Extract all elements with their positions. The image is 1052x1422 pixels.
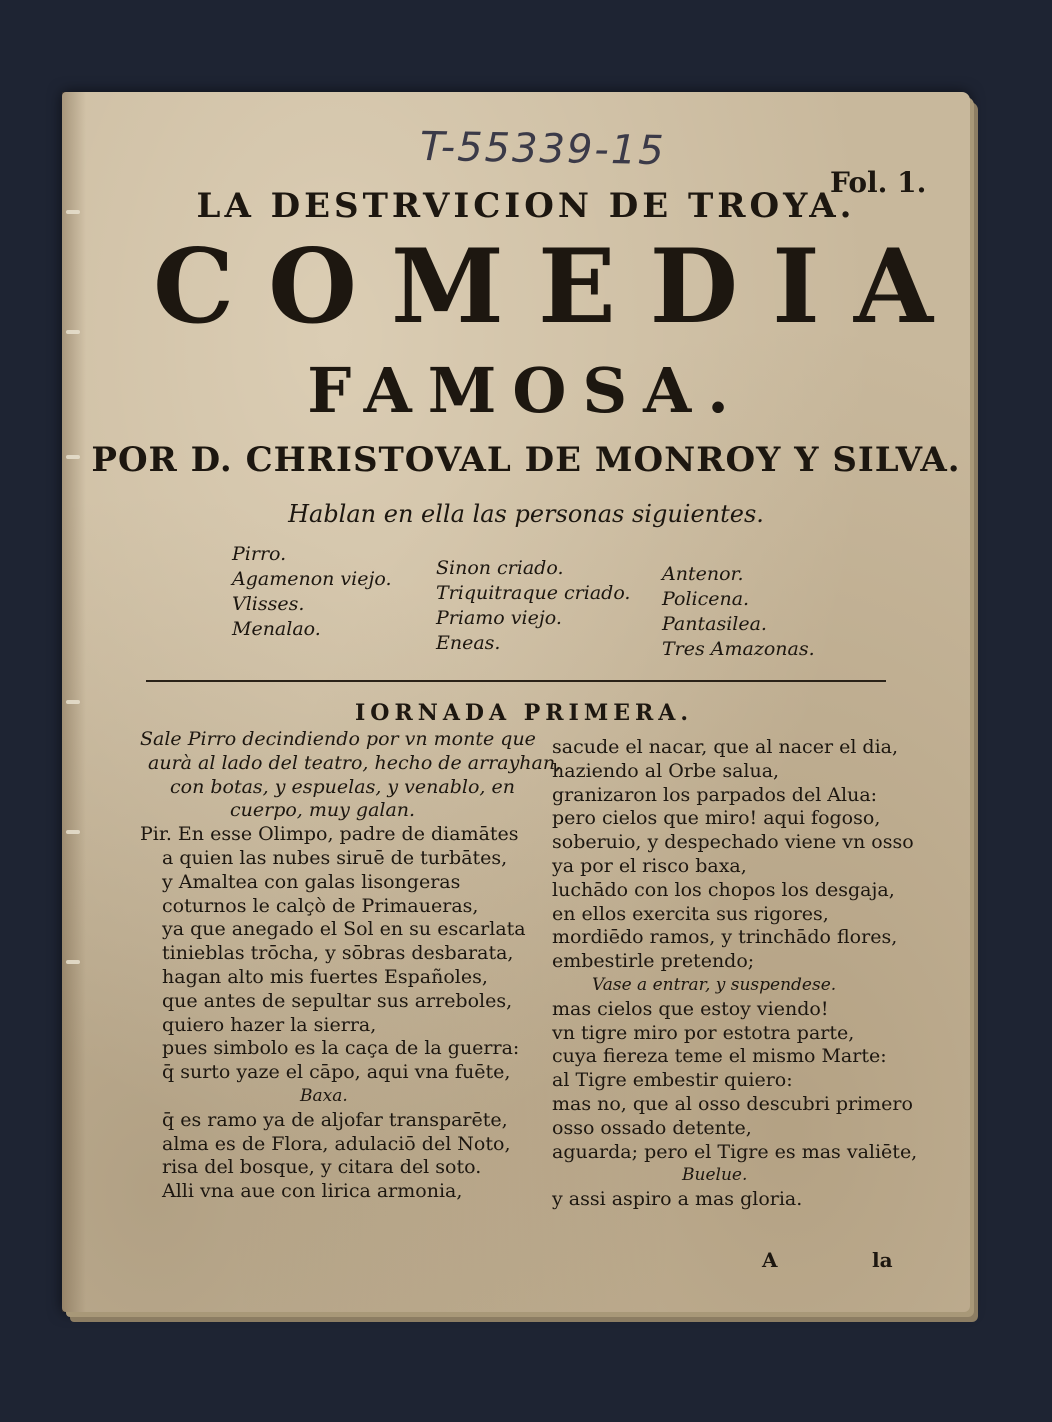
verse-line: Pir. En esse Olimpo, padre de diamātes bbox=[140, 823, 519, 846]
verse-line: vn tigre miro por estotra parte, bbox=[552, 1021, 855, 1044]
binding-thread bbox=[66, 700, 80, 704]
verse-line: q̄ es ramo ya de aljofar transparēte, bbox=[162, 1108, 508, 1131]
verse-line: cuya fiereza teme el mismo Marte: bbox=[552, 1045, 887, 1068]
verse-line: que antes de sepultar sus arreboles, bbox=[162, 989, 513, 1012]
cast-name: Pirro. bbox=[232, 543, 287, 565]
binding-thread bbox=[66, 960, 80, 964]
verse-line: quiero hazer la sierra, bbox=[162, 1013, 377, 1036]
cast-name: Priamo viejo. bbox=[436, 607, 562, 629]
cast-name: Vlisses. bbox=[232, 593, 305, 615]
stage-direction-line: cuerpo, muy galan. bbox=[230, 799, 416, 822]
verse-line: pero cielos que miro! aqui fogoso, bbox=[552, 807, 881, 830]
verse-line: mordiēdo ramos, y trinchādo flores, bbox=[552, 926, 898, 949]
author-line: POR D. CHRISTOVAL DE MONROY Y SILVA. bbox=[91, 440, 961, 480]
verse-line: aguarda; pero el Tigre es mas valiēte, bbox=[552, 1140, 918, 1163]
verse-line: coturnos le calçò de Primaueras, bbox=[162, 894, 479, 917]
cast-name: Pantasilea. bbox=[662, 613, 767, 635]
folio-number: Fol. 1. bbox=[830, 166, 927, 199]
shelfmark-annotation: T-55339-15 bbox=[419, 123, 667, 175]
binding-thread bbox=[66, 830, 80, 834]
verse-line: al Tigre embestir quiero: bbox=[552, 1069, 793, 1092]
act-heading: IORNADA PRIMERA. bbox=[355, 700, 693, 726]
dramatis-personae-intro: Hablan en ella las personas siguientes. bbox=[288, 500, 764, 528]
verse-line: alma es de Flora, adulaciō del Noto, bbox=[162, 1132, 511, 1155]
cast-name: Triquitraque criado. bbox=[436, 582, 631, 604]
cast-name: Antenor. bbox=[662, 563, 744, 585]
verse-line: pues simbolo es la caça de la guerra: bbox=[162, 1037, 520, 1060]
cast-name: Eneas. bbox=[436, 632, 501, 654]
verse-line: sacude el nacar, que al nacer el dia, bbox=[552, 736, 899, 758]
verse-line: risa del bosque, y citara del soto. bbox=[162, 1156, 482, 1179]
cast-name: Agamenon viejo. bbox=[232, 568, 392, 590]
cast-name: Policena. bbox=[662, 588, 750, 610]
stage-direction: Buelue. bbox=[682, 1165, 748, 1186]
verse-line: a quien las nubes siruē de turbātes, bbox=[162, 846, 508, 869]
stage-direction: Vase a entrar, y suspendese. bbox=[592, 974, 837, 995]
cast-list-column-2 bbox=[436, 556, 630, 656]
verse-line: haziendo al Orbe salua, bbox=[552, 759, 780, 782]
verse-line: mas cielos que estoy viendo! bbox=[552, 997, 829, 1020]
verse-line: luchādo con los chopos los desgaja, bbox=[552, 878, 895, 901]
cast-list-column-1 bbox=[232, 542, 392, 642]
cast-name: Menalao. bbox=[232, 618, 321, 640]
main-heading: COMEDIA bbox=[153, 227, 967, 347]
verse-line: ya por el risco baxa, bbox=[552, 854, 747, 877]
stage-direction-line: aurà al lado del teatro, hecho de arrayhan, bbox=[148, 751, 562, 774]
stage-direction: Baxa. bbox=[300, 1085, 348, 1106]
verse-line: hagan alto mis fuertes Españoles, bbox=[162, 965, 488, 988]
verse-line: osso ossado detente, bbox=[552, 1116, 752, 1139]
verse-line: Alli vna aue con lirica armonia, bbox=[162, 1180, 463, 1203]
signature-mark: A bbox=[762, 1248, 778, 1272]
verse-line: y Amaltea con galas lisongeras bbox=[162, 870, 461, 893]
verse-line: ya que anegado el Sol en su escarlata bbox=[162, 918, 526, 941]
play-title: LA DESTRVICION DE TROYA. bbox=[196, 186, 856, 226]
verse-line: granizaron los parpados del Alua: bbox=[552, 783, 878, 806]
text-column-right bbox=[552, 736, 918, 1212]
text-column-left bbox=[140, 728, 562, 1204]
cast-list-column-3 bbox=[662, 562, 815, 662]
verse-line: tinieblas trōcha, y sōbras desbarata, bbox=[162, 942, 514, 965]
verse-line: y assi aspiro a mas gloria. bbox=[552, 1188, 803, 1211]
verse-line: soberuio, y despechado viene vn osso bbox=[552, 831, 914, 854]
stage-direction-line: Sale Pirro decindiendo por vn monte que bbox=[140, 728, 536, 750]
verse-line: mas no, que al osso descubri primero bbox=[552, 1092, 913, 1115]
cast-name: Sinon criado. bbox=[436, 557, 564, 579]
cast-name: Tres Amazonas. bbox=[662, 638, 815, 660]
verse-line: en ellos exercita sus rigores, bbox=[552, 902, 829, 925]
verse-line: q̄ surto yaze el cāpo, aqui vna fuēte, bbox=[162, 1061, 511, 1084]
verse-line: embestirle pretendo; bbox=[552, 950, 755, 973]
catchword: la bbox=[872, 1248, 893, 1272]
horizontal-rule bbox=[146, 680, 886, 682]
stage-direction-line: con botas, y espuelas, y venablo, en bbox=[170, 775, 515, 798]
sub-heading: FAMOSA. bbox=[307, 354, 745, 427]
